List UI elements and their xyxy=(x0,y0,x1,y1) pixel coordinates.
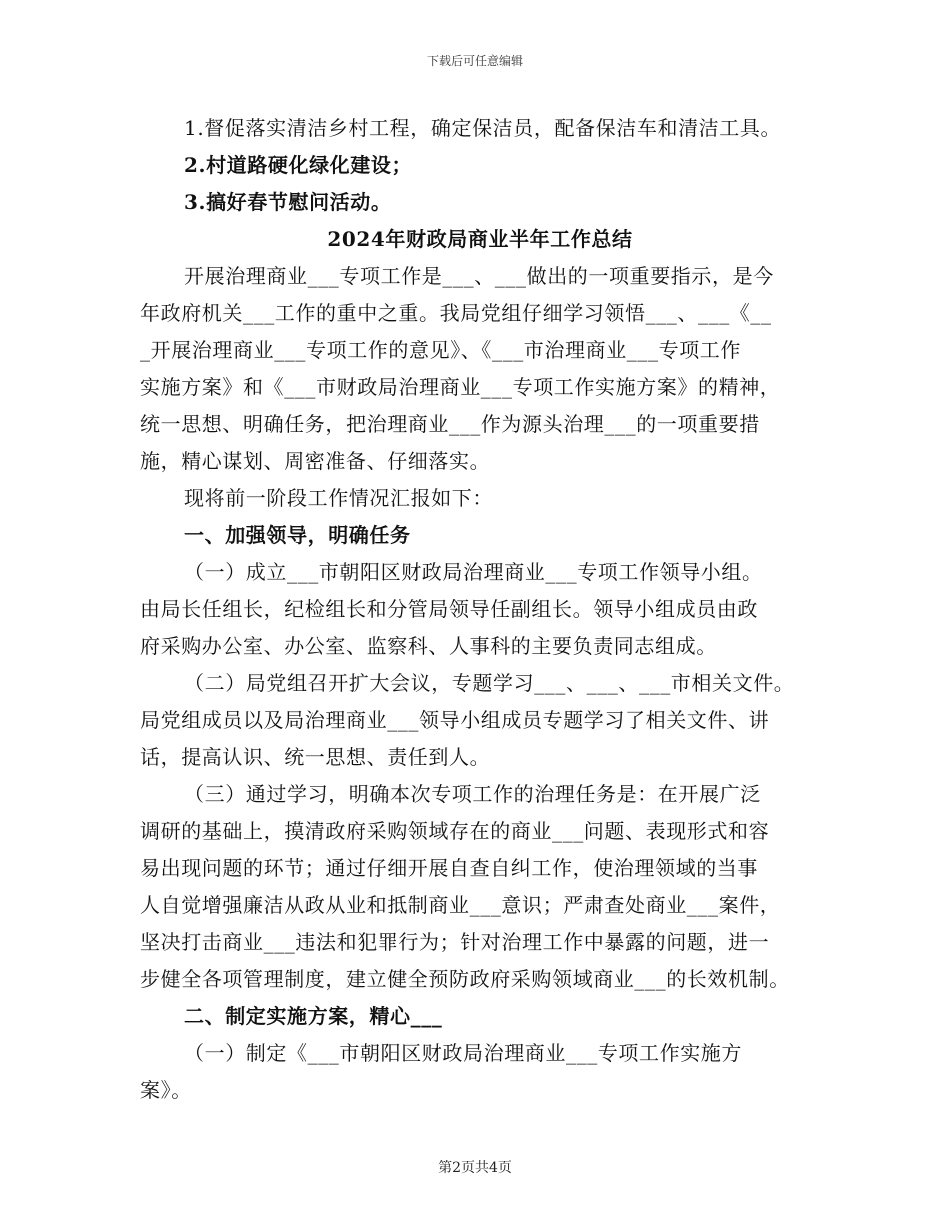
paragraph-line: 由局长任组长，纪检组长和分管局领导任副组长。领导小组成员由政 xyxy=(140,597,758,621)
paragraph-line: 实施方案》和《___市财政局治理商业___专项工作实施方案》的精神， xyxy=(140,375,781,399)
paragraph-line: （二）局党组召开扩大会议，专题学习___、___、___市相关文件。 xyxy=(184,671,795,695)
section-heading-1: 一、加强领导，明确任务 xyxy=(184,523,411,547)
paragraph-line: 局党组成员以及局治理商业___领导小组成员专题学习了相关文件、讲 xyxy=(140,708,770,732)
paragraph-line: 开展治理商业___专项工作是___、___做出的一项重要指示，是今 xyxy=(184,264,774,288)
list-item-3: 3.搞好春节慰问活动。 xyxy=(184,190,392,214)
paragraph-line: 统一思想、明确任务，把治理商业___作为源头治理___的一项重要措 xyxy=(140,412,760,436)
paragraph-line: （三）通过学习，明确本次专项工作的治理任务是：在开展广泛 xyxy=(184,782,761,806)
paragraph-line: 话，提高认识、统一思想、责任到人。 xyxy=(140,745,491,769)
paragraph-line: 易出现问题的环节；通过仔细开展自查自纠工作，使治理领域的当事 xyxy=(140,856,758,880)
paragraph-line: 府采购办公室、办公室、监察科、人事科的主要负责同志组成。 xyxy=(140,634,717,658)
paragraph-line: 案》。 xyxy=(140,1078,192,1102)
paragraph-intro xyxy=(140,258,820,480)
paragraph-section1-item2 xyxy=(140,665,820,776)
document-title: 2024年财政局商业半年工作总结 xyxy=(327,227,633,251)
list-item-2: 2.村道路硬化绿化建设； xyxy=(184,153,413,177)
document-body xyxy=(140,110,820,1109)
section-heading-2: 二、制定实施方案，精心___ xyxy=(184,1004,443,1028)
paragraph-section1-item1 xyxy=(140,554,820,665)
page-header: 下载后可任意编辑 xyxy=(426,54,523,68)
paragraph-section2-item1 xyxy=(140,1035,820,1109)
paragraph-line: 施，精心谋划、周密准备、仔细落实。 xyxy=(140,449,491,473)
paragraph-line: _开展治理商业___专项工作的意见》、《___市治理商业___专项工作 xyxy=(140,338,741,362)
paragraph-report-intro: 现将前一阶段工作情况汇报如下： xyxy=(184,486,493,510)
paragraph-line: （一）制定《___市朝阳区财政局治理商业___专项工作实施方 xyxy=(184,1041,742,1065)
list-item-1: 1.督促落实清洁乡村工程，确定保洁员，配备保洁车和清洁工具。 xyxy=(184,116,782,140)
paragraph-line: 坚决打击商业___违法和犯罪行为；针对治理工作中暴露的问题，进一 xyxy=(140,930,770,954)
paragraph-line: 年政府机关___工作的重中之重。我局党组仔细学习领悟___、___《__ xyxy=(140,301,772,325)
paragraph-section1-item3 xyxy=(140,776,820,998)
paragraph-line: 步健全各项管理制度，建立健全预防政府采购领域商业___的长效机制。 xyxy=(140,967,790,991)
paragraph-line: 人自觉增强廉洁从政从业和抵制商业___意识；严肃查处商业___案件， xyxy=(140,893,781,917)
paragraph-line: （一）成立___市朝阳区财政局治理商业___专项工作领导小组。 xyxy=(184,560,763,584)
paragraph-line: 调研的基础上，摸清政府采购领域存在的商业___问题、表现形式和容 xyxy=(140,819,770,843)
page-footer: 第2页共4页 xyxy=(438,1160,512,1176)
